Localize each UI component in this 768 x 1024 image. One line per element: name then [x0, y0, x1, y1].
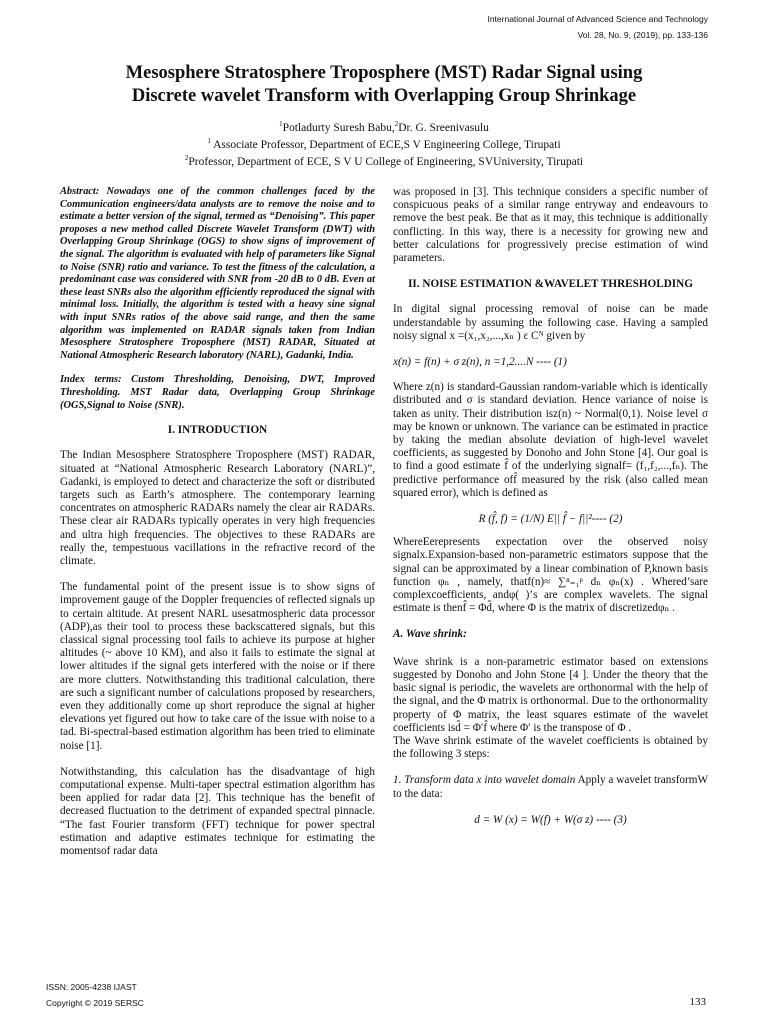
- affiliation-1: [40, 135, 728, 152]
- title-line-1: Mesosphere Stratosphere Troposphere (MST) Radar Signal using: [125, 63, 643, 83]
- right-paragraph-2: In digital signal processing removal of noise can be made understandable by assuming the following case. Having a sampled noisy signal x =(x₁,x₂,...,xₙ ) ε Cᴺ given by: [393, 303, 708, 342]
- equation-1: x(n) = f(n) + σ z(n), n =1,2....N ---- (1): [393, 356, 567, 369]
- author-block: [40, 118, 728, 168]
- volume-info: Vol. 28, No. 9, (2019), pp. 133-136: [577, 30, 708, 40]
- right-column: [393, 186, 708, 837]
- affiliation-2-text: Professor, Department of ECE, S V U College of Engineering, SVUniversity, Tirupati: [188, 155, 584, 168]
- right-paragraph-6: The Wave shrink estimate of the wavelet coefficients is obtained by the following 3 steps:: [393, 734, 708, 761]
- step-1-text: Apply a wavelet transformW to the data:: [393, 774, 708, 800]
- issn: ISSN: 2005-4238 IJAST: [46, 982, 137, 992]
- right-paragraph-5: Wave shrink is a non-parametric estimator based on extensions suggested by Donoho and John Stone [4 ]. Under the theory that the basic signal is periodic, the wavelets are orthonormal with the help of the signal, and the Φ matrix is orthonormal. Due to the orthonormality property of Φ matrix, the least squares estimate of the wavelet coefficients isd̂ = Φ′f̂ where Φ′ is the transpose of Φ .: [393, 655, 708, 734]
- page-number: 133: [689, 996, 706, 1008]
- affiliation-2: [40, 152, 728, 169]
- affil-sup-1: 1: [207, 136, 211, 145]
- author-name-1: Potladurty Suresh Babu,: [282, 121, 395, 134]
- equation-3: d = W (x) = W(f) + W(σ z) ---- (3): [474, 813, 627, 826]
- subsection-heading-wave-shrink: A. Wave shrink:: [393, 628, 467, 641]
- equation-2: R (f̂, f) = (1/N) E|| f̂ − f||²---- (2): [478, 513, 623, 526]
- right-paragraph-1: was proposed in [3]. This technique considers a specific number of conspicuous peaks of a similar range entryway and endeavours to remove the best peak. Be that as it may, this technique is additionally conflicting. In this way, there is a necessity for growing new and better calculations for progressively precise estimation of wind parameters.: [393, 186, 708, 265]
- journal-name: International Journal of Advanced Science and Technology: [487, 14, 708, 24]
- right-paragraph-3: Where z(n) is standard-Gaussian random-variable which is identically distributed and σ is standard deviation. Hence variance of noise is taken as unity. Their distribution isz(n) ~ Normal(0,1). Noise level σ may be known or unknown. The variance can be estimated in practice by taking the median absolute deviation of high-level wavelet coefficients, as suggested by Donoho and John Stone [4]. Our goal is to find a good estimate f̂ of the underlying signalf= (f₁,f₂,...,fₙ). The predictive performance off̂ measured by the risk (also called mean squared error), which is defined as: [393, 381, 708, 499]
- author-names: [40, 118, 728, 135]
- step-1: [393, 774, 708, 800]
- affil-sup-2: 2: [184, 153, 189, 162]
- abstract: Abstract: Nowadays one of the common challenges faced by the Communication engineers/data analysts are to remove the noise and to estimate a better version of the signal, termed as “Denoising”. This paper proposes a new method called Discrete Wavelet Transform (DWT) with Overlapping Group Shrinkage (OGS) to show signs of improvement of the signal. The algorithm is evaluated with help of parameters like Signal to Noise (SNR) ratio and variance. To test the fitness of the calculation, a predominant case was considered with SNR from -20 dB to 0 dB. Even at these least SNRs also the algorithm efficiently reproduced the signal with minimal loss. Initially, the algorithm is tested with a heavy sine signal with input SNRs ratios of the above said range, and then the same algorithm was implemented on RADAR signals taken from Indian Mesosphere Stratosphere Troposphere (MST) RADAR, Situated at National Atmospheric Research laboratory (NARL), Gadanki, India.: [60, 186, 375, 361]
- copyright: Copyright © 2019 SERSC: [46, 998, 144, 1008]
- step-1-title: 1. Transform data x into wavelet domain: [393, 774, 576, 787]
- section-heading-noise-estimation: II. NOISE ESTIMATION &WAVELET THRESHOLDING: [408, 278, 693, 291]
- intro-paragraph-2: The fundamental point of the present issue is to show signs of improvement gauge of the Doppler frequencies of reflected signals up to certain altitude. At present NARL usesatmospheric data processor (ADP),as their tool to process these backscattered signals, but this classical signal processing tool fails to achieve its purpose at higher altitudes (~ above 10 KM), and also it fails to estimate the signal at lower altitudes if the signal gets interfered with the noise or if there are more clutters. Notwithstanding this traditional calculation, there are such a significant number of calculations proposed by researchers, even they additionally come up short reproduce the signal at higher elevations yet figured out how to take care of the issue with noise to a tad. Bi-spectral-based estimation algorithm has been tried to eliminate noise [1].: [60, 581, 375, 752]
- author-name-2: Dr. G. Sreenivasulu: [398, 121, 489, 134]
- section-heading-introduction: I. INTRODUCTION: [167, 424, 268, 437]
- affiliation-1-text: Associate Professor, Department of ECE,S V Engineering College, Tirupati: [213, 138, 561, 151]
- index-terms: Index terms: Custom Thresholding, Denoising, DWT, Improved Thresholding. MST Radar data, Overlapping Group Shrinkage (OGS,Signal to Noise (SNR).: [60, 374, 375, 411]
- intro-paragraph-1: The Indian Mesosphere Stratosphere Troposphere (MST) RADAR, situated at “National Atmospheric Research Laboratory (NARL)”, Gadanki, is employed to detect and characterize the soft or distributed targets such as Earth’s atmosphere. The contemporary learning concentrates on atmospheric RADARs namely the clear air RADARs. These clear air RADARs typically operates in very high frequencies and ultra high frequencies. The objectives to these RADARs are really the, tempestuous vacillations in the refractive record of the climate.: [60, 449, 375, 567]
- left-column: [60, 186, 375, 871]
- intro-paragraph-3: Notwithstanding, this calculation has the disadvantage of high computational expense. Multi-taper spectral estimation algorithm has been applied for radar data [2]. This technique has the benefit of decreased fluctuation to the detriment of expanded spectral pinnacle. “The fast Fourier transform (FFT) technique for power spectral estimation and adaptive estimates technique for estimating the momentsof radar data: [60, 765, 375, 857]
- right-paragraph-4: WhereEerepresents expectation over the observed noisy signalx.Expansion-based non-parametric estimators suppose that the signal can be approximated by a linear combination of P,known basis function φₙ , namely, thatf(n)≈ ∑ⁿ₌₁ᵖ dₙ φₙ(x) . Whered’sare complexcoefficients, andφ( )’s are complex wavelets. The signal estimate is thenf̂ = Φd̂, where Φ is the matrix of discretizedφₙ .: [393, 536, 708, 615]
- author-sup-2: 2: [394, 120, 399, 128]
- author-sup-1: 1: [279, 120, 283, 128]
- title-line-2: Discrete wavelet Transform with Overlapping Group Shrinkage: [131, 86, 637, 106]
- paper-title: [40, 62, 728, 108]
